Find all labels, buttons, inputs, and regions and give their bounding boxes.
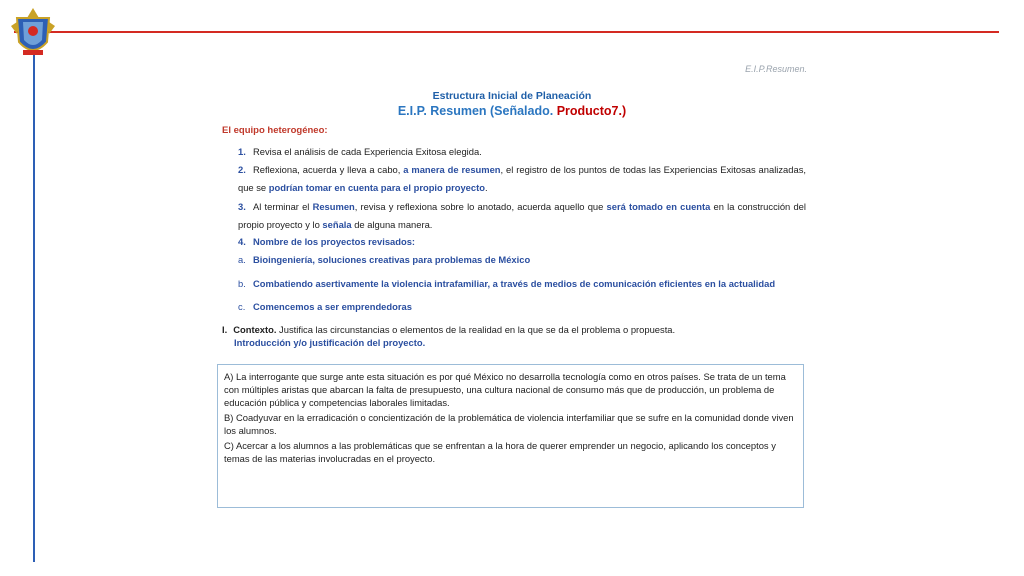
document-subtitle: E.I.P. Resumen (Señalado. Producto7.) <box>397 104 627 118</box>
document-tag: E.I.P.Resumen. <box>745 64 807 74</box>
step-1: 1. Revisa el análisis de cada Experiencia Exitosa elegida. <box>238 146 482 157</box>
red-header-rule <box>14 31 999 33</box>
step-2: 2. Reflexiona, acuerda y lleva a cabo, a manera de resumen, el registro de los puntos de todas las Experiencias Exitosas analizadas, que se podrían tomar en cuenta para el propio proyecto. <box>238 164 806 193</box>
answer-paragraph-a: A) La interrogante que surge ante esta situación es por qué México no desarrolla tecnología como en otros países. Se trata de un tema con múltiples aristas que abarcan la falta de presupuesto, una cultura nacional de consumo más que de producción, un problema de educación pública y competencias laborales limitadas. <box>224 371 786 408</box>
document-title: Estructura Inicial de Planeación <box>432 90 592 102</box>
context-section: I. Contexto. Justifica las circunstancias o elementos de la realidad en la que se da el problema o propuesta. Introducción y/o justificación del proyecto. <box>222 324 676 348</box>
project-b: b. Combatiendo asertivamente la violencia intrafamiliar, a través de medios de comunicación eficientes en la actualidad <box>238 278 776 289</box>
project-a: a. Bioingeniería, soluciones creativas para problemas de México <box>238 254 531 265</box>
school-crest-icon <box>9 4 57 62</box>
answer-paragraph-c: C) Acercar a los alumnos a las problemáticas que se enfrentan a la hora de querer emprender un negocio, aplicando los conceptos y temas de las materias involucradas en el proyecto. <box>224 440 776 464</box>
team-heading: El equipo heterogéneo: <box>222 125 328 136</box>
context-subheading: Introducción y/o justificación del proyecto. <box>234 337 426 348</box>
step-3: 3. Al terminar el Resumen, revisa y reflexiona sobre lo anotado, acuerda aquello que será tomado en cuenta en la construcción del propio proyecto y lo señala de alguna manera. <box>238 201 806 230</box>
project-c: c. Comencemos a ser emprendedoras <box>238 301 412 312</box>
step-4: 4. Nombre de los proyectos revisados: <box>238 236 416 247</box>
answer-textbox[interactable] <box>217 364 804 508</box>
blue-margin-rule <box>33 40 35 562</box>
answer-paragraph-b: B) Coadyuvar en la erradicación o concientización de la problemática de violencia interfamiliar que se sufre en la comunidad donde viven los alumnos. <box>224 412 794 436</box>
